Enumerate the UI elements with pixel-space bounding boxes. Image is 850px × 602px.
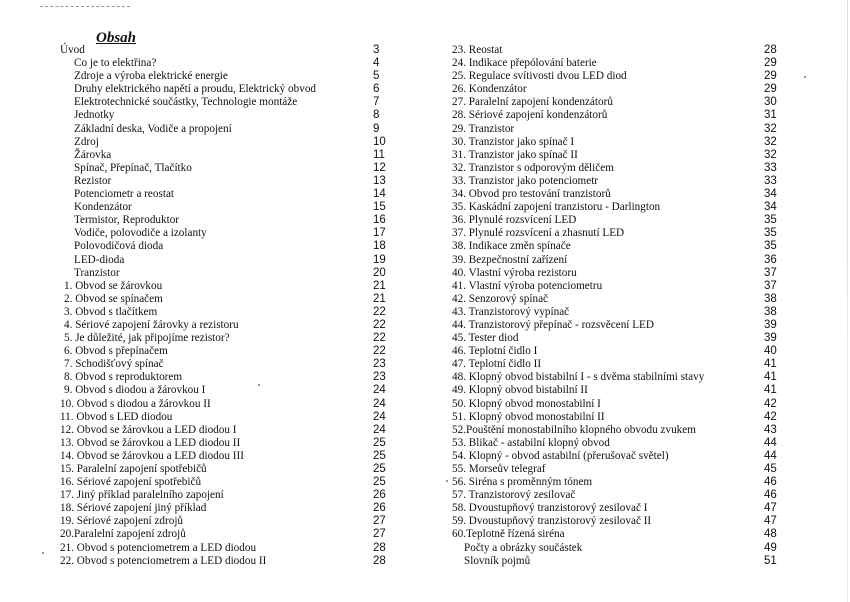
toc-entry [60, 44, 390, 57]
toc-entry-page-number: 28 [373, 554, 386, 567]
toc-entry [452, 188, 782, 201]
toc-entry-label: 52.Pouštění monostabilního klopného obvodu zvukem [452, 423, 696, 436]
toc-entry [60, 136, 390, 149]
toc-entry-page-number: 25 [373, 436, 386, 449]
toc-entry [452, 489, 782, 502]
toc-entry-page-number: 27 [373, 515, 386, 528]
toc-entry-page-number: 9 [373, 122, 380, 135]
toc-entry-label: 37. Plynulé rozsvícení a zhasnutí LED [452, 227, 625, 240]
toc-entry-page-number: 49 [764, 541, 777, 554]
toc-entry-page-number: 41 [764, 358, 777, 371]
scan-speck [446, 480, 448, 482]
toc-entry-page-number: 31 [764, 109, 777, 122]
scan-speck [258, 384, 260, 386]
toc-entry-label: Základní deska, Vodiče a propojení [74, 122, 232, 135]
toc-entry-label: 3. Obvod s tlačítkem [64, 305, 158, 318]
scan-speck [804, 76, 806, 78]
toc-entry-label: Termistor, Reproduktor [74, 214, 180, 227]
toc-entry-page-number: 22 [373, 305, 386, 318]
toc-entry [452, 123, 782, 136]
toc-entry-page-number: 12 [373, 161, 386, 174]
toc-entry-label: 7. Schodišťový spínač [64, 358, 164, 371]
toc-entry [60, 175, 390, 188]
toc-entry-page-number: 21 [373, 279, 386, 292]
toc-entry-label: 49. Klopný obvod bistabilní II [452, 384, 588, 397]
toc-entry-label: 4. Sériové zapojení žárovky a rezistoru [64, 318, 239, 331]
toc-entry-label: 54. Klopný - obvod astabilní (přerušovač světel) [452, 449, 669, 462]
toc-entry-page-number: 48 [764, 528, 777, 541]
scan-speck [42, 552, 44, 554]
toc-entry [60, 254, 390, 267]
toc-entry-label: Vodiče, polovodiče a izolanty [74, 227, 207, 240]
toc-entry-page-number: 47 [764, 515, 777, 528]
toc-entry-label: 35. Kaskádní zapojení tranzistoru - Darlington [452, 201, 661, 214]
toc-entry-page-number: 47 [764, 502, 777, 515]
toc-entry-label: Počty a obrázky součástek [464, 541, 583, 554]
toc-entry-label: Kondenzátor [74, 201, 132, 214]
toc-entry [60, 57, 390, 70]
toc-entry [452, 528, 782, 541]
toc-entry-page-number: 26 [373, 489, 386, 502]
toc-entry [452, 44, 782, 57]
toc-entry-label: Zdroje a výroba elektrické energie [74, 70, 228, 83]
toc-entry [60, 489, 390, 502]
toc-entry-label: 22. Obvod s potenciometrem a LED diodou II [60, 554, 267, 567]
toc-entry-page-number: 14 [373, 188, 386, 201]
toc-entry-label: Druhy elektrického napětí a proudu, Elektrický obvod [74, 83, 317, 96]
toc-entry [452, 293, 782, 306]
toc-entry-label: 21. Obvod s potenciometrem a LED diodou [60, 541, 257, 554]
toc-entry-page-number: 24 [373, 410, 386, 423]
toc-entry-page-number: 22 [373, 345, 386, 358]
toc-entry-label: 31. Tranzistor jako spínač II [452, 148, 578, 161]
toc-entry-page-number: 21 [373, 292, 386, 305]
toc-entry [452, 214, 782, 227]
toc-entry-label: Co je to elektřina? [74, 57, 157, 70]
toc-entry [60, 515, 390, 528]
toc-entry-label: 38. Indikace změn spínače [452, 240, 571, 253]
toc-entry [60, 411, 390, 424]
toc-entry-label: 58. Dvoustupňový tranzistorový zesilovač I [452, 502, 648, 515]
toc-entry-label: 6. Obvod s přepínačem [64, 345, 168, 358]
toc-entry [452, 149, 782, 162]
toc-entry-page-number: 32 [764, 122, 777, 135]
toc-entry-page-number: 25 [373, 463, 386, 475]
toc-entry-page-number: 41 [764, 384, 777, 397]
toc-entry [452, 280, 782, 293]
toc-entry-label: 23. Reostat [452, 44, 503, 56]
toc-entry [60, 345, 390, 358]
toc-entry-label: 26. Kondenzátor [452, 83, 527, 96]
toc-entry-page-number: 43 [764, 423, 777, 436]
toc-entry-label: 48. Klopný obvod bistabilní I - s dvěma stabilními stavy [452, 371, 705, 384]
toc-entry [60, 332, 390, 345]
toc-entry-label: 45. Tester diod [452, 332, 519, 345]
toc-entry [452, 424, 782, 437]
toc-column-left [60, 44, 390, 568]
toc-entry-page-number: 42 [764, 410, 777, 423]
toc-entry-page-number: 6 [373, 83, 380, 96]
toc-entry [452, 411, 782, 424]
toc-entry-label: 40. Vlastní výroba rezistoru [452, 266, 577, 279]
toc-entry [452, 175, 782, 188]
toc-entry [452, 515, 782, 528]
toc-entry [452, 542, 782, 555]
toc-entry-label: 16. Sériové zapojení spotřebičů [60, 476, 202, 489]
toc-entry-label: 46. Teplotní čidlo I [452, 345, 538, 358]
toc-entry [452, 384, 782, 397]
toc-entry-page-number: 35 [764, 227, 777, 240]
toc-entry [60, 96, 390, 109]
toc-entry [60, 463, 390, 476]
toc-entry [60, 502, 390, 515]
toc-entry [60, 306, 390, 319]
toc-entry-label: 29. Tranzistor [452, 122, 515, 135]
toc-entry [452, 254, 782, 267]
toc-entry-label: 17. Jiný příklad paralelního zapojení [60, 489, 224, 502]
toc-entry-page-number: 37 [764, 279, 777, 292]
toc-entry-label: 12. Obvod se žárovkou a LED diodou I [60, 423, 237, 436]
toc-entry-label: 8. Obvod s reproduktorem [64, 371, 183, 384]
toc-entry-page-number: 38 [764, 292, 777, 305]
toc-entry-label: 57. Tranzistorový zesilovač [452, 489, 576, 502]
toc-entry [452, 555, 782, 568]
toc-entry-page-number: 46 [764, 476, 777, 489]
toc-entry-label: Potenciometr a reostat [74, 188, 175, 201]
toc-entry-page-number: 22 [373, 332, 386, 345]
toc-entry-page-number: 25 [373, 476, 386, 489]
toc-entry-page-number: 30 [764, 96, 777, 109]
toc-entry-page-number: 7 [373, 96, 380, 109]
scan-artifact-line [40, 6, 130, 7]
toc-entry-label: 14. Obvod se žárovkou a LED diodou III [60, 449, 244, 462]
toc-entry-page-number: 39 [764, 318, 777, 331]
toc-entry-page-number: 17 [373, 227, 386, 240]
toc-entry-label: 50. Klopný obvod monostabilní I [452, 397, 601, 410]
toc-entry-label: 27. Paralelní zapojení kondenzátorů [452, 96, 613, 109]
toc-entry-page-number: 19 [373, 253, 386, 266]
toc-entry [60, 149, 390, 162]
toc-entry-label: LED-dioda [74, 253, 125, 266]
toc-entry-label: 36. Plynulé rozsvícení LED [452, 214, 577, 227]
toc-entry-label: 18. Sériové zapojení jiný příklad [60, 502, 207, 515]
toc-entry-label: Rezistor [74, 174, 112, 187]
toc-entry-page-number: 51 [764, 554, 777, 567]
toc-entry [60, 424, 390, 437]
toc-entry-page-number: 4 [373, 57, 380, 70]
toc-entry-page-number: 20 [373, 266, 386, 279]
toc-entry-page-number: 36 [764, 253, 777, 266]
toc-entry-page-number: 16 [373, 214, 386, 227]
toc-entry-label: 15. Paralelní zapojení spotřebičů [60, 463, 207, 475]
toc-entry-label: 51. Klopný obvod monostabilní II [452, 410, 605, 423]
toc-entry [60, 240, 390, 253]
toc-entry [452, 201, 782, 214]
toc-entry-label: 28. Sériové zapojení kondenzátorů [452, 109, 608, 122]
toc-entry-page-number: 3 [373, 44, 380, 56]
toc-entry-page-number: 24 [373, 423, 386, 436]
toc-entry-label: 9. Obvod s diodou a žárovkou I [64, 384, 206, 397]
toc-entry-page-number: 27 [373, 528, 386, 541]
toc-entry-page-number: 33 [764, 161, 777, 174]
toc-entry [452, 398, 782, 411]
toc-entry-label: 2. Obvod se spínačem [64, 292, 163, 305]
toc-entry [452, 162, 782, 175]
toc-entry-label: Žárovka [74, 148, 112, 161]
toc-entry-page-number: 26 [373, 502, 386, 515]
toc-entry-label: Spínač, Přepínač, Tlačítko [74, 161, 192, 174]
toc-entry-label: 43. Tranzistorový vypínač [452, 305, 570, 318]
toc-entry-label: 59. Dvoustupňový tranzistorový zesilovač II [452, 515, 652, 528]
toc-entry [60, 201, 390, 214]
toc-entry [60, 188, 390, 201]
toc-entry [452, 358, 782, 371]
toc-entry-label: 42. Senzorový spínač [452, 292, 549, 305]
toc-entry-page-number: 13 [373, 174, 386, 187]
toc-entry-label: 5. Je důležité, jak připojíme rezistor? [64, 332, 230, 345]
toc-entry-page-number: 44 [764, 436, 777, 449]
toc-entry [452, 332, 782, 345]
toc-entry [452, 306, 782, 319]
toc-entry [60, 83, 390, 96]
toc-entry [60, 358, 390, 371]
toc-entry-page-number: 38 [764, 305, 777, 318]
toc-entry [452, 345, 782, 358]
toc-entry-label: Jednotky [74, 109, 115, 122]
toc-entry [60, 123, 390, 136]
toc-entry-page-number: 24 [373, 397, 386, 410]
toc-entry-page-number: 34 [764, 201, 777, 214]
toc-entry-page-number: 15 [373, 201, 386, 214]
toc-entry [60, 528, 390, 541]
toc-entry [452, 240, 782, 253]
toc-entry [60, 267, 390, 280]
toc-entry-label: Tranzistor [74, 266, 120, 279]
toc-entry [452, 109, 782, 122]
toc-entry-page-number: 11 [373, 148, 385, 161]
toc-entry-label: 1. Obvod se žárovkou [64, 279, 163, 292]
toc-entry [60, 542, 390, 555]
toc-entry [452, 267, 782, 280]
toc-entry [452, 476, 782, 489]
toc-entry-page-number: 18 [373, 240, 386, 253]
toc-entry-page-number: 29 [764, 70, 777, 83]
toc-entry-page-number: 23 [373, 371, 386, 384]
toc-entry-label: 30. Tranzistor jako spínač I [452, 135, 575, 148]
toc-entry [452, 136, 782, 149]
toc-entry-label: 39. Bezpečnostní zařízení [452, 253, 568, 266]
toc-entry-page-number: 32 [764, 135, 777, 148]
toc-entry [452, 57, 782, 70]
toc-entry [452, 502, 782, 515]
toc-entry-page-number: 40 [764, 345, 777, 358]
toc-entry-page-number: 22 [373, 318, 386, 331]
toc-entry [60, 214, 390, 227]
toc-entry [60, 109, 390, 122]
toc-entry [60, 227, 390, 240]
toc-entry-label: 19. Sériové zapojení zdrojů [60, 515, 184, 528]
toc-entry-page-number: 35 [764, 214, 777, 227]
toc-entry-label: 41. Vlastní výroba potenciometru [452, 279, 603, 292]
toc-entry-page-number: 10 [373, 135, 386, 148]
toc-entry-label: Úvod [60, 44, 85, 56]
toc-entry-page-number: 41 [764, 371, 777, 384]
toc-entry [60, 555, 390, 568]
toc-entry [60, 384, 390, 397]
toc-entry [60, 162, 390, 175]
toc-entry-page-number: 42 [764, 397, 777, 410]
toc-entry-page-number: 34 [764, 188, 777, 201]
toc-entry-label: Elektrotechnické součástky, Technologie montáže [74, 96, 298, 109]
toc-entry [452, 450, 782, 463]
toc-entry [452, 437, 782, 450]
toc-entry-page-number: 8 [373, 109, 380, 122]
toc-entry [452, 371, 782, 384]
toc-entry [60, 70, 390, 83]
toc-entry-label: 34. Obvod pro testování tranzistorů [452, 188, 611, 201]
toc-entry-label: 13. Obvod se žárovkou a LED diodou II [60, 436, 241, 449]
page-title: Obsah [96, 30, 137, 46]
toc-entry-page-number: 5 [373, 70, 380, 83]
toc-entry [452, 83, 782, 96]
toc-column-right [452, 44, 782, 568]
toc-entry-label: 32. Tranzistor s odporovým děličem [452, 161, 614, 174]
toc-entry-page-number: 28 [764, 44, 777, 56]
toc-entry-label: 44. Tranzistorový přepínač - rozsvěcení LED [452, 318, 654, 331]
toc-entry [452, 227, 782, 240]
toc-entry-page-number: 35 [764, 240, 777, 253]
toc-entry-label: 55. Morseův telegraf [452, 463, 546, 475]
toc-entry-label: 20.Paralelní zapojení zdrojů [60, 528, 186, 541]
toc-entry-page-number: 39 [764, 332, 777, 345]
toc-entry [60, 398, 390, 411]
page-edge [847, 0, 848, 602]
toc-entry [60, 437, 390, 450]
toc-entry-page-number: 45 [764, 463, 777, 475]
toc-entry-page-number: 29 [764, 57, 777, 70]
toc-entry-label: 11. Obvod s LED diodou [60, 410, 173, 423]
toc-entry-label: 56. Siréna s proměnným tónem [452, 476, 593, 489]
toc-entry [60, 476, 390, 489]
toc-entry [60, 280, 390, 293]
toc-entry [452, 70, 782, 83]
toc-entry [60, 371, 390, 384]
toc-entry [452, 463, 782, 476]
toc-entry [60, 319, 390, 332]
toc-entry-label: 60.Teplotně řízená siréna [452, 528, 565, 541]
toc-entry-page-number: 28 [373, 541, 386, 554]
toc-entry-page-number: 33 [764, 174, 777, 187]
toc-entry-page-number: 23 [373, 358, 386, 371]
toc-entry-label: Polovodičová dioda [74, 240, 164, 253]
toc-entry-page-number: 32 [764, 148, 777, 161]
toc-entry-label: 47. Teplotní čidlo II [452, 358, 542, 371]
toc-entry-label: 33. Tranzistor jako potenciometr [452, 174, 599, 187]
toc-entry-page-number: 37 [764, 266, 777, 279]
toc-entry-label: 24. Indikace přepólování baterie [452, 57, 597, 70]
toc-entry [452, 96, 782, 109]
toc-entry-page-number: 29 [764, 83, 777, 96]
toc-entry-page-number: 46 [764, 489, 777, 502]
toc-entry-label: 53. Blikač - astabilní klopný obvod [452, 436, 610, 449]
toc-entry-label: 25. Regulace svítivosti dvou LED diod [452, 70, 627, 83]
toc-entry [60, 450, 390, 463]
toc-entry-page-number: 44 [764, 449, 777, 462]
toc-entry [60, 293, 390, 306]
toc-entry-page-number: 25 [373, 449, 386, 462]
toc-entry-label: 10. Obvod s diodou a žárovkou II [60, 397, 211, 410]
toc-entry-label: Slovník pojmů [464, 554, 531, 567]
toc-entry [452, 319, 782, 332]
toc-entry-label: Zdroj [74, 135, 99, 148]
toc-entry-page-number: 24 [373, 384, 386, 397]
